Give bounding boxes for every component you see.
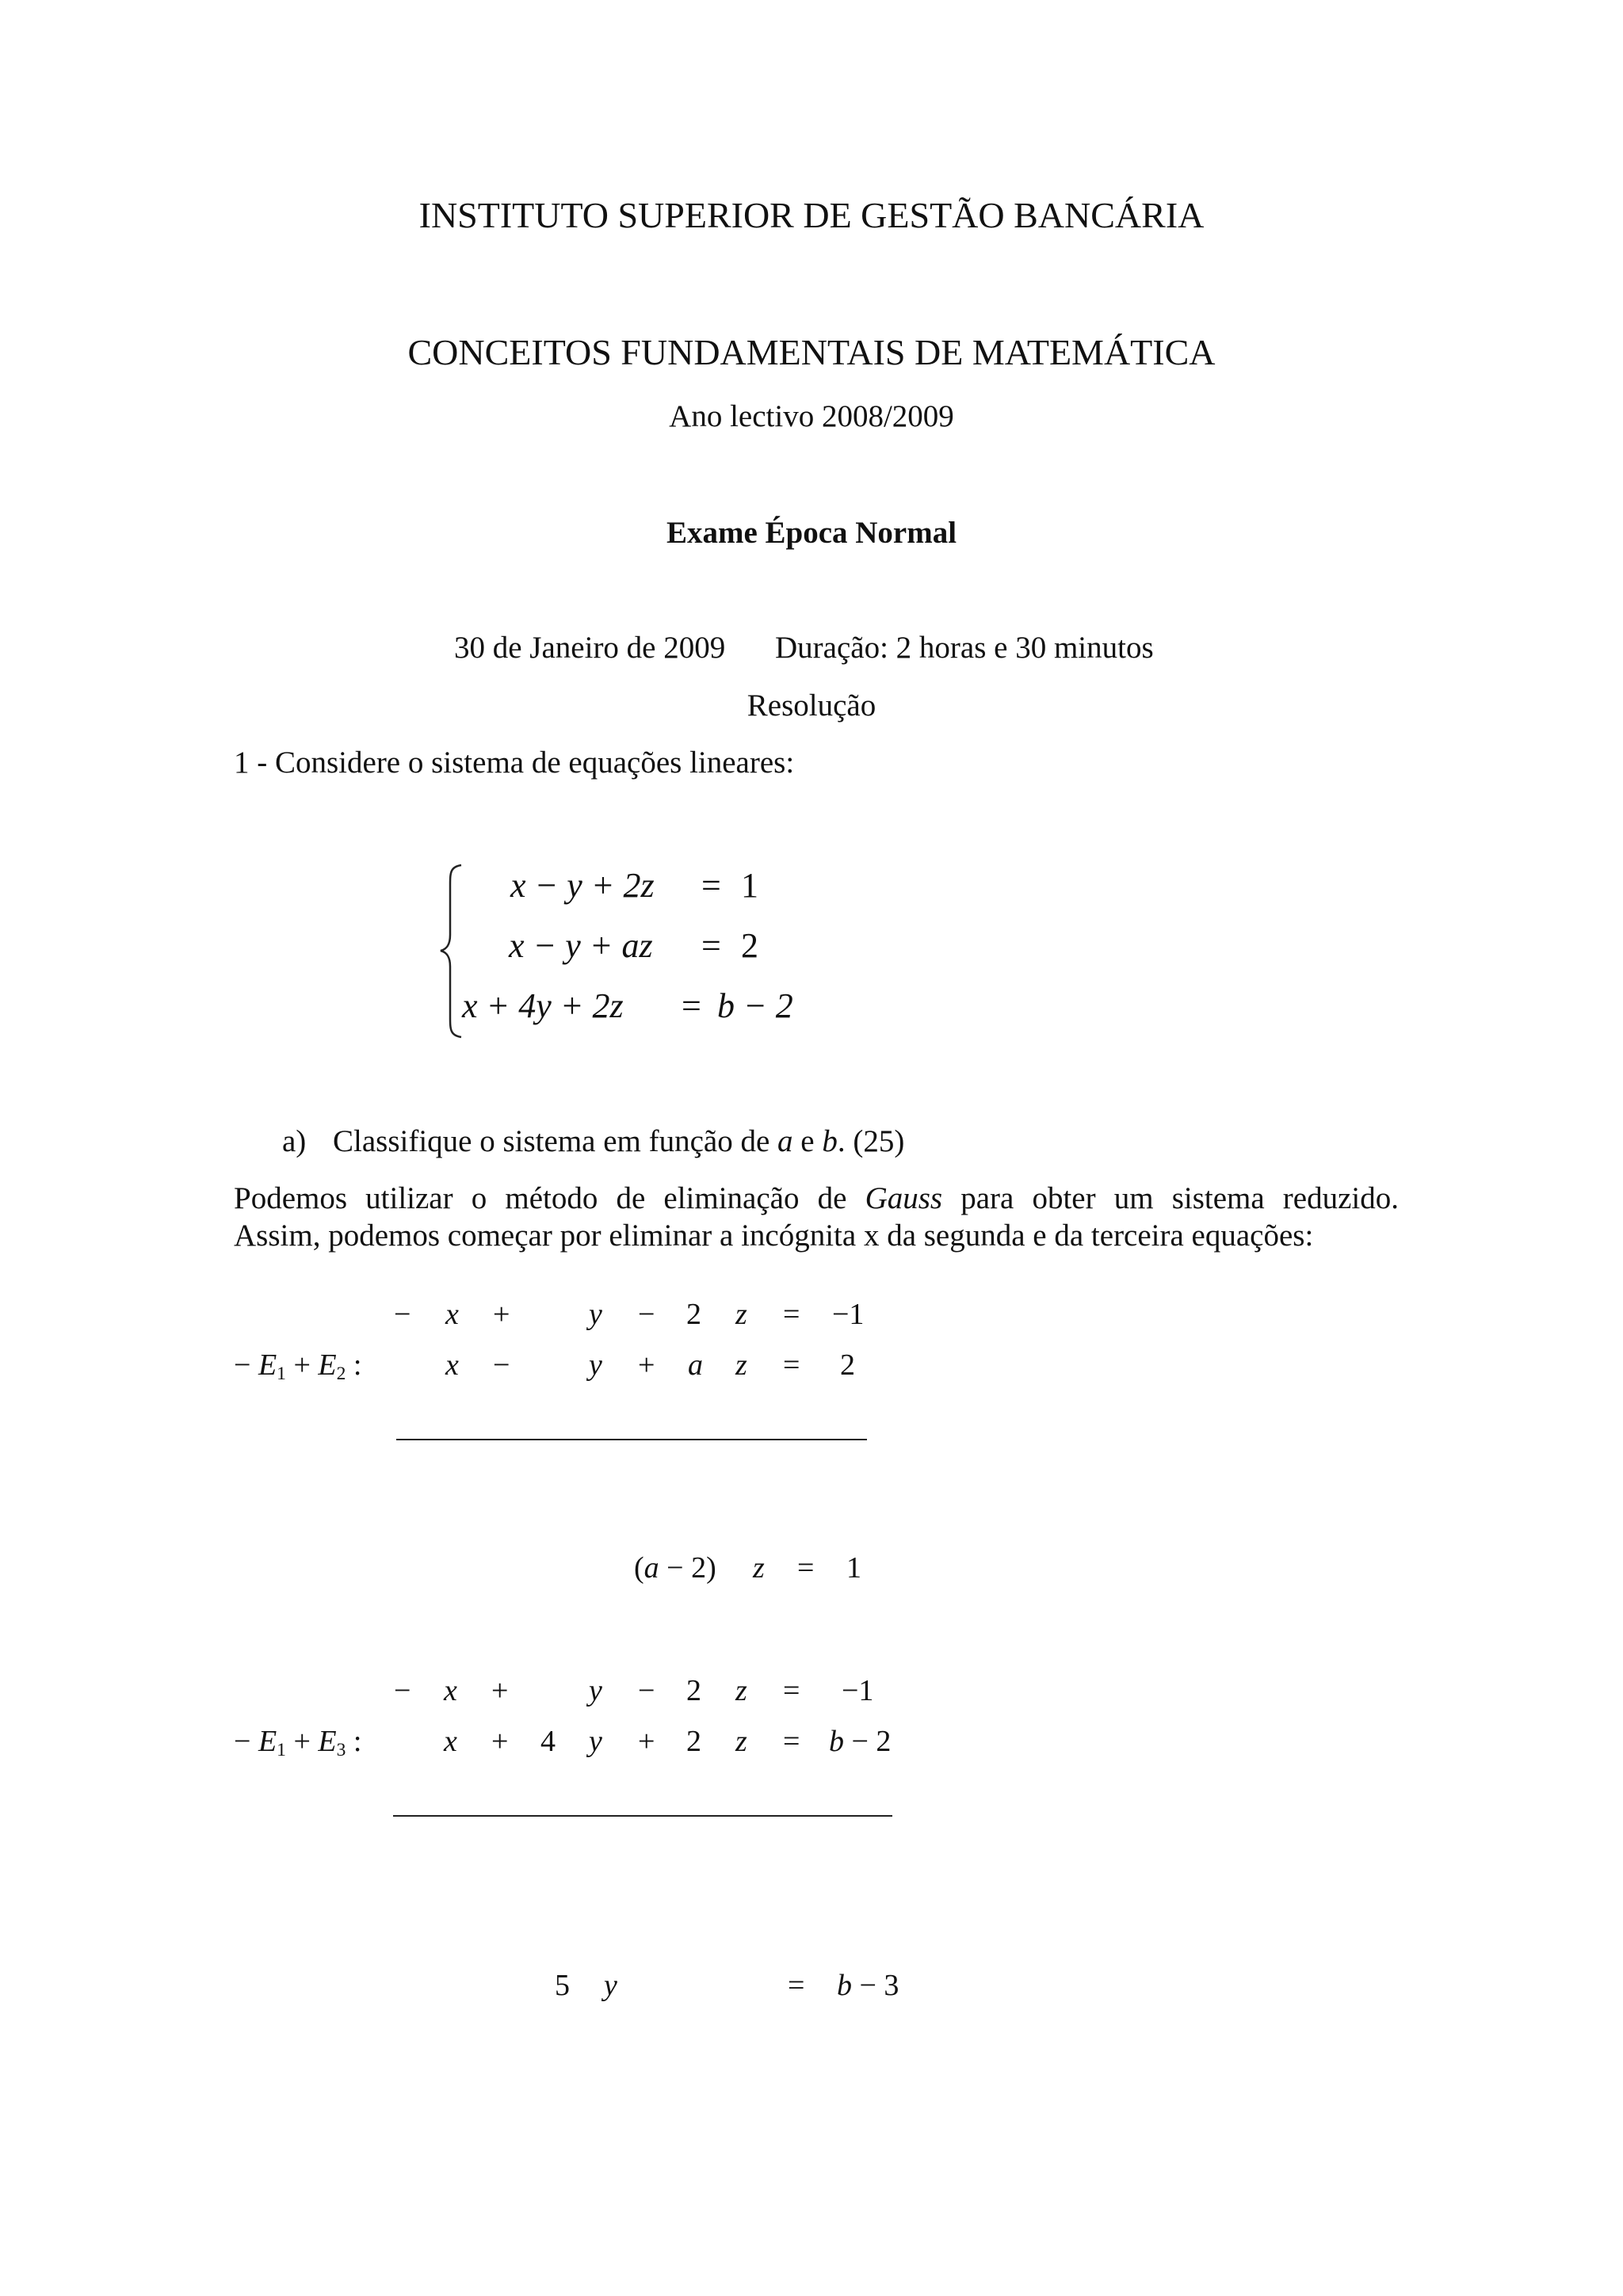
elim2-row2-term: + (638, 1725, 655, 1758)
elim1-row1-term: x (445, 1298, 459, 1331)
part-a-question: Classifique o sistema em função de a e b. (25) (333, 1124, 905, 1158)
system-eq2-lhs: x − y + az (509, 926, 653, 965)
elim2-row1-term: x (444, 1674, 457, 1707)
elim2-row1-term: + (491, 1674, 509, 1707)
elim2-row1-term: y (589, 1674, 602, 1707)
system-eq3-rhs: b − 2 (717, 986, 793, 1025)
elim2-result-coef: 5 (555, 1969, 570, 2002)
elim1-row2-term: y (589, 1348, 602, 1382)
elim2-row1-term: z (735, 1674, 747, 1707)
elim2-row1-term: 2 (686, 1674, 701, 1707)
elim2-row1-term: = (783, 1674, 800, 1707)
exam-title: Exame Época Normal (666, 516, 957, 550)
course-title: CONCEITOS FUNDAMENTAIS DE MATEMÁTICA (407, 332, 1216, 372)
elim1-row1-term: 2 (686, 1298, 701, 1331)
elim2-row2-term: 4 (540, 1725, 556, 1758)
paragraph-line-2: Assim, podemos começar por eliminar a incógnita x da segunda e da terceira equações: (234, 1219, 1314, 1253)
institution-title: INSTITUTO SUPERIOR DE GESTÃO BANCÁRIA (418, 195, 1205, 235)
elim2-row2-term: = (783, 1725, 800, 1758)
elim2-row1-term: −1 (842, 1674, 874, 1707)
elim1-result-equals: = (797, 1551, 815, 1585)
elim1-result-var: z (753, 1551, 765, 1585)
elim1-row2-term: 2 (840, 1348, 855, 1382)
elim2-row1-term: − (638, 1674, 655, 1707)
elim1-row1-term: −1 (832, 1298, 865, 1331)
elim2-result-var: y (604, 1969, 617, 2002)
elim2-row2-term: z (735, 1725, 747, 1758)
exam-date: 30 de Janeiro de 2009 (454, 631, 726, 665)
elim1-divider (396, 1439, 867, 1440)
elim1-result-coef: (a − 2) (634, 1551, 716, 1585)
elim1-row2-term: x (445, 1348, 459, 1382)
system-eq2-rhs: 2 (741, 926, 758, 965)
elim1-row1-term: + (493, 1298, 510, 1331)
system-eq3-equals: = (682, 986, 701, 1025)
elim2-row2-rhs: b − 2 (829, 1725, 892, 1758)
elim2-divider (393, 1815, 892, 1817)
elim1-row2-term: a (688, 1348, 703, 1382)
system-eq3-lhs: x + 4y + 2z (462, 986, 624, 1025)
resolution-heading: Resolução (747, 688, 876, 723)
elim1-row2-term: − (493, 1348, 510, 1382)
elim1-row2-term: = (783, 1348, 800, 1382)
elim2-row2-term: + (491, 1725, 509, 1758)
system-eq1-lhs: x − y + 2z (510, 866, 655, 905)
elim2-row2-label: − $E_1 + E_3$ : (234, 1725, 362, 1760)
system-eq1-equals: = (701, 866, 721, 905)
elim1-row1-term: y (589, 1298, 602, 1331)
elim2-row2-term: 2 (686, 1725, 701, 1758)
elim2-result-rhs: b − 3 (837, 1969, 899, 2002)
academic-year: Ano lectivo 2008/2009 (669, 399, 954, 433)
elim1-row1-term: − (638, 1298, 655, 1331)
elim1-row1-term: − (394, 1298, 411, 1331)
elim1-row2-term: + (638, 1348, 655, 1382)
elim1-row1-term: = (783, 1298, 800, 1331)
elim2-row1-term: − (394, 1674, 411, 1707)
elim1-row2-label: − $E_1 + E_2$ : (234, 1348, 362, 1384)
elim1-row2-term: z (735, 1348, 747, 1382)
system-eq2-equals: = (701, 926, 721, 965)
elim2-row2-term: y (589, 1725, 602, 1758)
exam-duration: Duração: 2 horas e 30 minutos (775, 631, 1154, 665)
elim1-result-rhs: 1 (846, 1551, 861, 1585)
part-a-label: a) (282, 1124, 307, 1158)
question-1-prompt: 1 - Considere o sistema de equações lineares: (234, 746, 795, 780)
elim1-row1-term: z (735, 1298, 747, 1331)
system-eq1-rhs: 1 (741, 866, 758, 905)
paragraph-line-1: Podemos utilizar o método de eliminação de Gauss para obter um sistema reduzido. (234, 1181, 1399, 1215)
elim2-row2-term: x (444, 1725, 457, 1758)
elim2-result-equals: = (788, 1969, 805, 2002)
